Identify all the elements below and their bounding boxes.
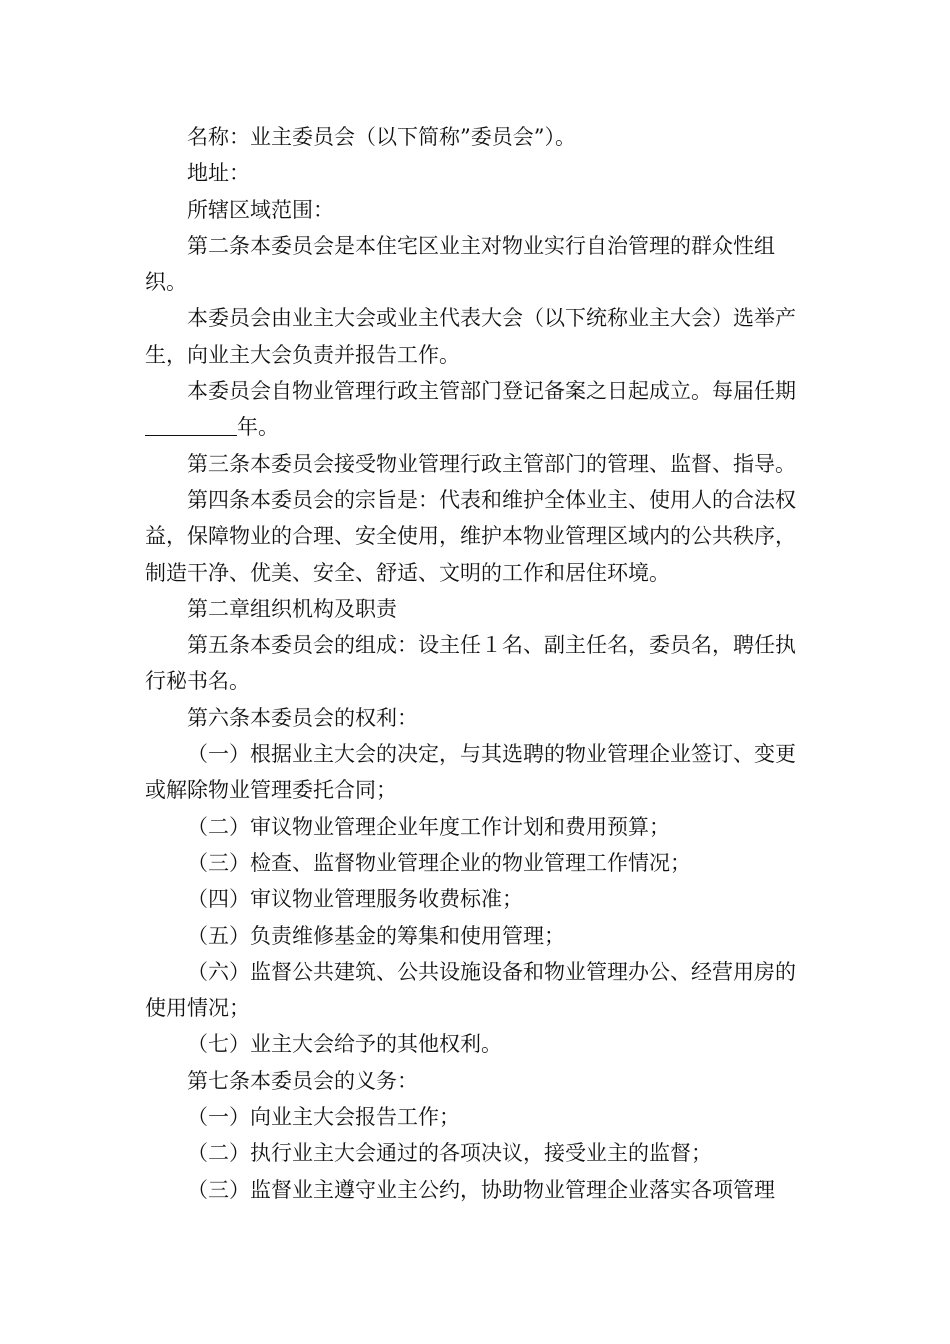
duty-item-1: （一）向业主大会报告工作； [187,1105,460,1130]
term-paragraph [145,373,815,446]
article-4-paragraph: 第四条本委员会的宗旨是：代表和维护全体业主、使用人的合法权益，保障物业的合理、安全使用，维护本物业管理区域内的公共秩序，制造干净、优美、安全、舒适、文明的工作和居住环境。 [145,487,796,585]
article-6-heading: 第六条本委员会的权利： [187,705,418,730]
document-body [145,119,815,1208]
election-paragraph: 本委员会由业主大会或业主代表大会（以下统称业主大会）选举产生，向业主大会负责并报告工作。 [145,306,796,367]
right-item-3: （三）检查、监督物业管理企业的物业管理工作情况； [187,850,691,875]
term-text-before: 本委员会自物业管理行政主管部门登记备案之日起成立。每届任期 [187,379,796,404]
area-line: 所辖区域范围： [187,197,334,222]
duty-item-2: （二）执行业主大会通过的各项决议，接受业主的监督； [187,1141,712,1166]
right-item-7: （七）业主大会给予的其他权利。 [187,1032,502,1057]
duty-item-3: （三）监督业主遵守业主公约，协助物业管理企业落实各项管理 [187,1177,775,1202]
article-2-paragraph: 第二条本委员会是本住宅区业主对物业实行自治管理的群众性组织。 [145,233,775,295]
right-item-4: （四）审议物业管理服务收费标准； [187,887,523,912]
right-item-1: （一）根据业主大会的决定，与其选聘的物业管理企业签订、变更或解除物业管理委托合同； [145,742,796,803]
chapter-2-heading: 第二章组织机构及职责 [187,596,397,621]
article-7-heading: 第七条本委员会的义务： [187,1068,418,1093]
term-text-after: 年。 [237,415,279,440]
name-line: 名称：业主委员会（以下简称”委员会”）。 [187,125,576,149]
article-3-paragraph: 第三条本委员会接受物业管理行政主管部门的管理、监督、指导。 [187,451,796,476]
address-line: 地址： [187,161,250,186]
term-blank [145,414,237,436]
right-item-2: （二）审议物业管理企业年度工作计划和费用预算； [187,814,670,839]
right-item-6: （六）监督公共建筑、公共设施设备和物业管理办公、经营用房的使用情况； [145,959,796,1021]
article-5-paragraph: 第五条本委员会的组成：设主任１名、副主任名，委员名，聘任执行秘书名。 [145,633,796,694]
right-item-5: （五）负责维修基金的筹集和使用管理； [187,923,565,948]
